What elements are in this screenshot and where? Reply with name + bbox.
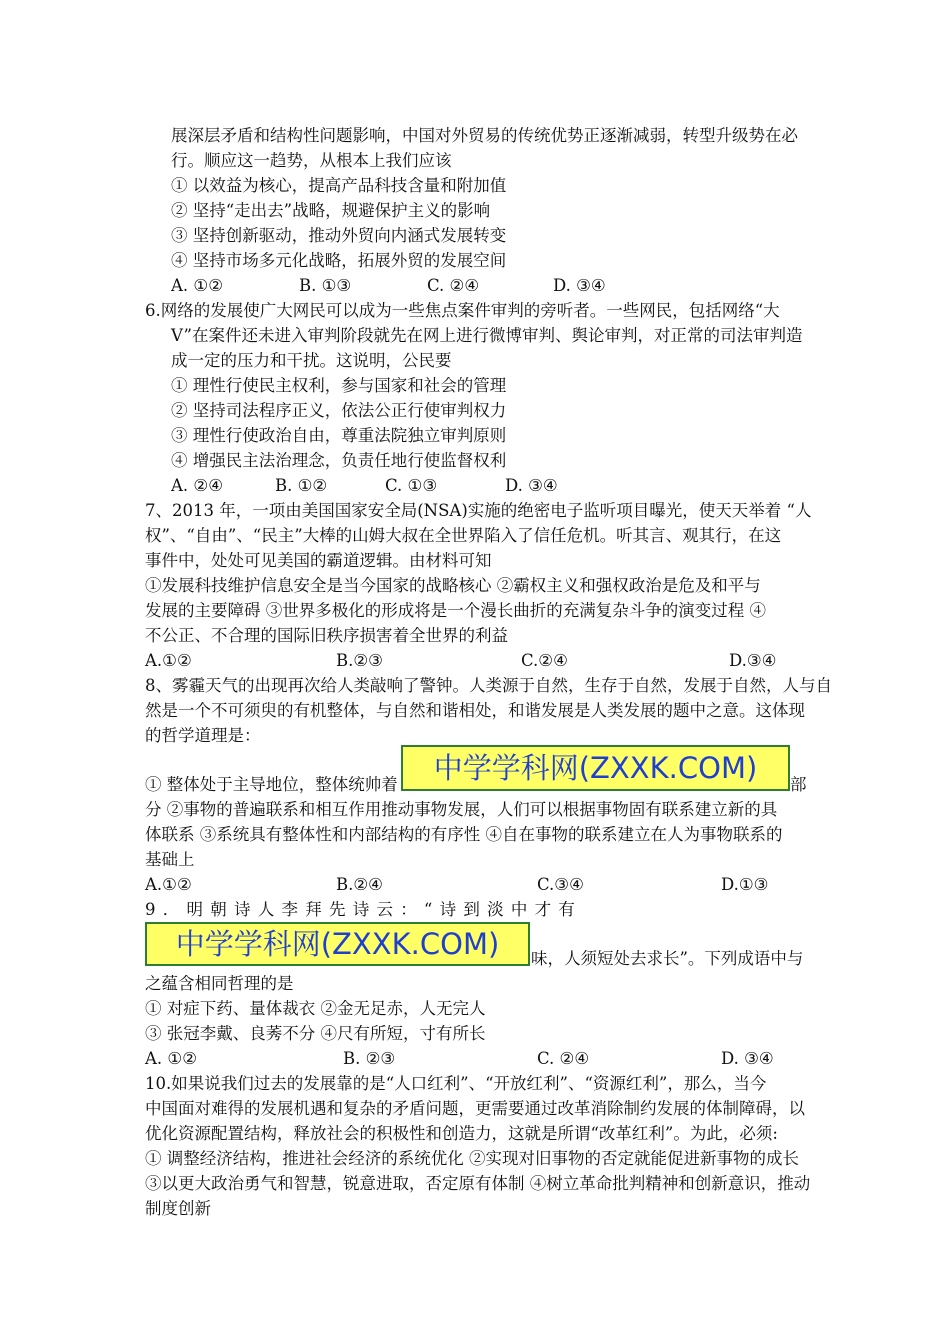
q6-line-3: 成一定的压力和干扰。这说明，公民要	[171, 351, 452, 370]
q6-choice-b: B. ①②	[275, 476, 328, 495]
q9-option-1: ① 对症下药、量体裁衣 ②金无足赤，人无完人	[145, 999, 486, 1018]
q5-option-4: ④ 坚持市场多元化战略，拓展外贸的发展空间	[171, 251, 507, 270]
q5-choice-c: C. ②④	[427, 276, 480, 295]
q5-line-2: 行。顺应这一趋势，从根本上我们应该	[171, 151, 452, 170]
q6-option-4: ④ 增强民主法治理念，负责任地行使监督权利	[171, 451, 507, 470]
q10-line-4: ① 调整经济结构，推进社会经济的系统优化 ②实现对旧事物的否定就能促进新事物的成长	[145, 1149, 799, 1168]
watermark-banner: 中学学科网(ZXXK.COM)	[401, 745, 790, 791]
q7-line-5: 发展的主要障碍 ③世界多极化的形成将是一个漫长曲折的充满复杂斗争的演变过程 ④	[145, 601, 766, 620]
q7-line-1: 7、2013 年，一项由美国国家安全局(NSA)实施的绝密电子监听项目曝光，使天天举着 “人	[145, 501, 812, 520]
q8-line-2: 然是一个不可须臾的有机整体，与自然和谐相处，和谐发展是人类发展的题中之意。这体现	[145, 701, 805, 720]
q5-option-3: ③ 坚持创新驱动，推动外贸向内涵式发展转变	[171, 226, 507, 245]
q8-choice-b: B.②④	[336, 875, 383, 894]
watermark-banner: 中学学科网(ZXXK.COM)	[145, 922, 530, 966]
q7-line-6: 不公正、不合理的国际旧秩序损害着全世界的利益	[145, 626, 508, 645]
q7-choice-c: C.②④	[521, 651, 568, 670]
q6-option-1: ① 理性行使民主权利，参与国家和社会的管理	[171, 376, 507, 395]
q6-choice-a: A. ②④	[171, 476, 223, 495]
q9-line-2: 味，人须短处去求长”。下列成语中与	[531, 949, 804, 968]
q6-option-3: ③ 理性行使政治自由，尊重法院独立审判原则	[171, 426, 507, 445]
q8-line-4b: 部	[790, 775, 807, 794]
q5-choice-b: B. ①③	[299, 276, 352, 295]
q7-choice-b: B.②③	[336, 651, 383, 670]
q8-line-4a: ① 整体处于主导地位，整体统帅着	[145, 775, 398, 794]
q6-line-1: 6.网络的发展使广大网民可以成为一些焦点案件审判的旁听者。一些网民，包括网络“大	[145, 301, 780, 320]
q9-option-2: ③ 张冠李戴、良莠不分 ④尺有所短，寸有所长	[145, 1024, 486, 1043]
q5-choice-d: D. ③④	[553, 276, 606, 295]
q10-line-2: 中国面对难得的发展机遇和复杂的矛盾问题，更需要通过改革消除制约发展的体制障碍，以	[145, 1099, 805, 1118]
q6-line-2: V”在案件还未进入审判阶段就先在网上进行微博审判、舆论审判，对正常的司法审判造	[171, 326, 803, 345]
q8-choice-a: A.①②	[145, 875, 192, 894]
q9-line-3: 之蕴含相同哲理的是	[145, 974, 294, 993]
q10-line-5: ③以更大政治勇气和智慧，锐意进取，否定原有体制 ④树立革命批判精神和创新意识，推动	[145, 1174, 811, 1193]
q5-choice-a: A. ①②	[171, 276, 223, 295]
q7-line-3: 事件中，处处可见美国的霸道逻辑。由材料可知	[145, 551, 492, 570]
q9-choice-d: D. ③④	[721, 1049, 774, 1068]
q5-option-2: ② 坚持“走出去”战略，规避保护主义的影响	[171, 201, 491, 220]
q8-choice-c: C.③④	[537, 875, 584, 894]
q10-line-3: 优化资源配置结构，释放社会的积极性和创造力，这就是所谓“改革红利”。为此，必须:	[145, 1124, 778, 1143]
q8-line-6: 体联系 ③系统具有整体性和内部结构的有序性 ④自在事物的联系建立在人为事物联系的	[145, 825, 783, 844]
q8-choice-d: D.①③	[721, 875, 769, 894]
q6-choice-d: D. ③④	[505, 476, 558, 495]
q7-choice-d: D.③④	[729, 651, 777, 670]
q8-line-1: 8、雾霾天气的出现再次给人类敲响了警钟。人类源于自然，生存于自然，发展于自然，人与自	[145, 676, 832, 695]
q5-option-1: ① 以效益为核心，提高产品科技含量和附加值	[171, 176, 507, 195]
q5-line-1: 展深层矛盾和结构性问题影响，中国对外贸易的传统优势正逐渐减弱，转型升级势在必	[171, 126, 798, 145]
q9-choice-c: C. ②④	[537, 1049, 590, 1068]
q10-line-6: 制度创新	[145, 1199, 211, 1218]
q8-line-3: 的哲学道理是：	[145, 726, 261, 745]
q7-line-2: 权”、“自由”、“民主”大棒的山姆大叔在全世界陷入了信任危机。听其言、观其行，在这	[145, 526, 782, 545]
q6-option-2: ② 坚持司法程序正义，依法公正行使审判权力	[171, 401, 507, 420]
q7-choice-a: A.①②	[145, 651, 192, 670]
q10-line-1: 10.如果说我们过去的发展靠的是“人口红利”、“开放红利”、“资源红利”，那么，当今	[145, 1074, 767, 1093]
q9-choice-b: B. ②③	[343, 1049, 396, 1068]
q7-line-4: ①发展科技维护信息安全是当今国家的战略核心 ②霸权主义和强权政治是危及和平与	[145, 576, 761, 595]
q9-choice-a: A. ①②	[145, 1049, 197, 1068]
q8-line-7: 基础上	[145, 850, 195, 869]
q9-line-1: 9 ． 明 朝 诗 人 李 拜 先 诗 云 ： “ 诗 到 淡 中 才 有	[145, 900, 576, 919]
q8-line-5: 分 ②事物的普遍联系和相互作用推动事物发展，人们可以根据事物固有联系建立新的具	[145, 800, 778, 819]
q6-choice-c: C. ①③	[385, 476, 438, 495]
